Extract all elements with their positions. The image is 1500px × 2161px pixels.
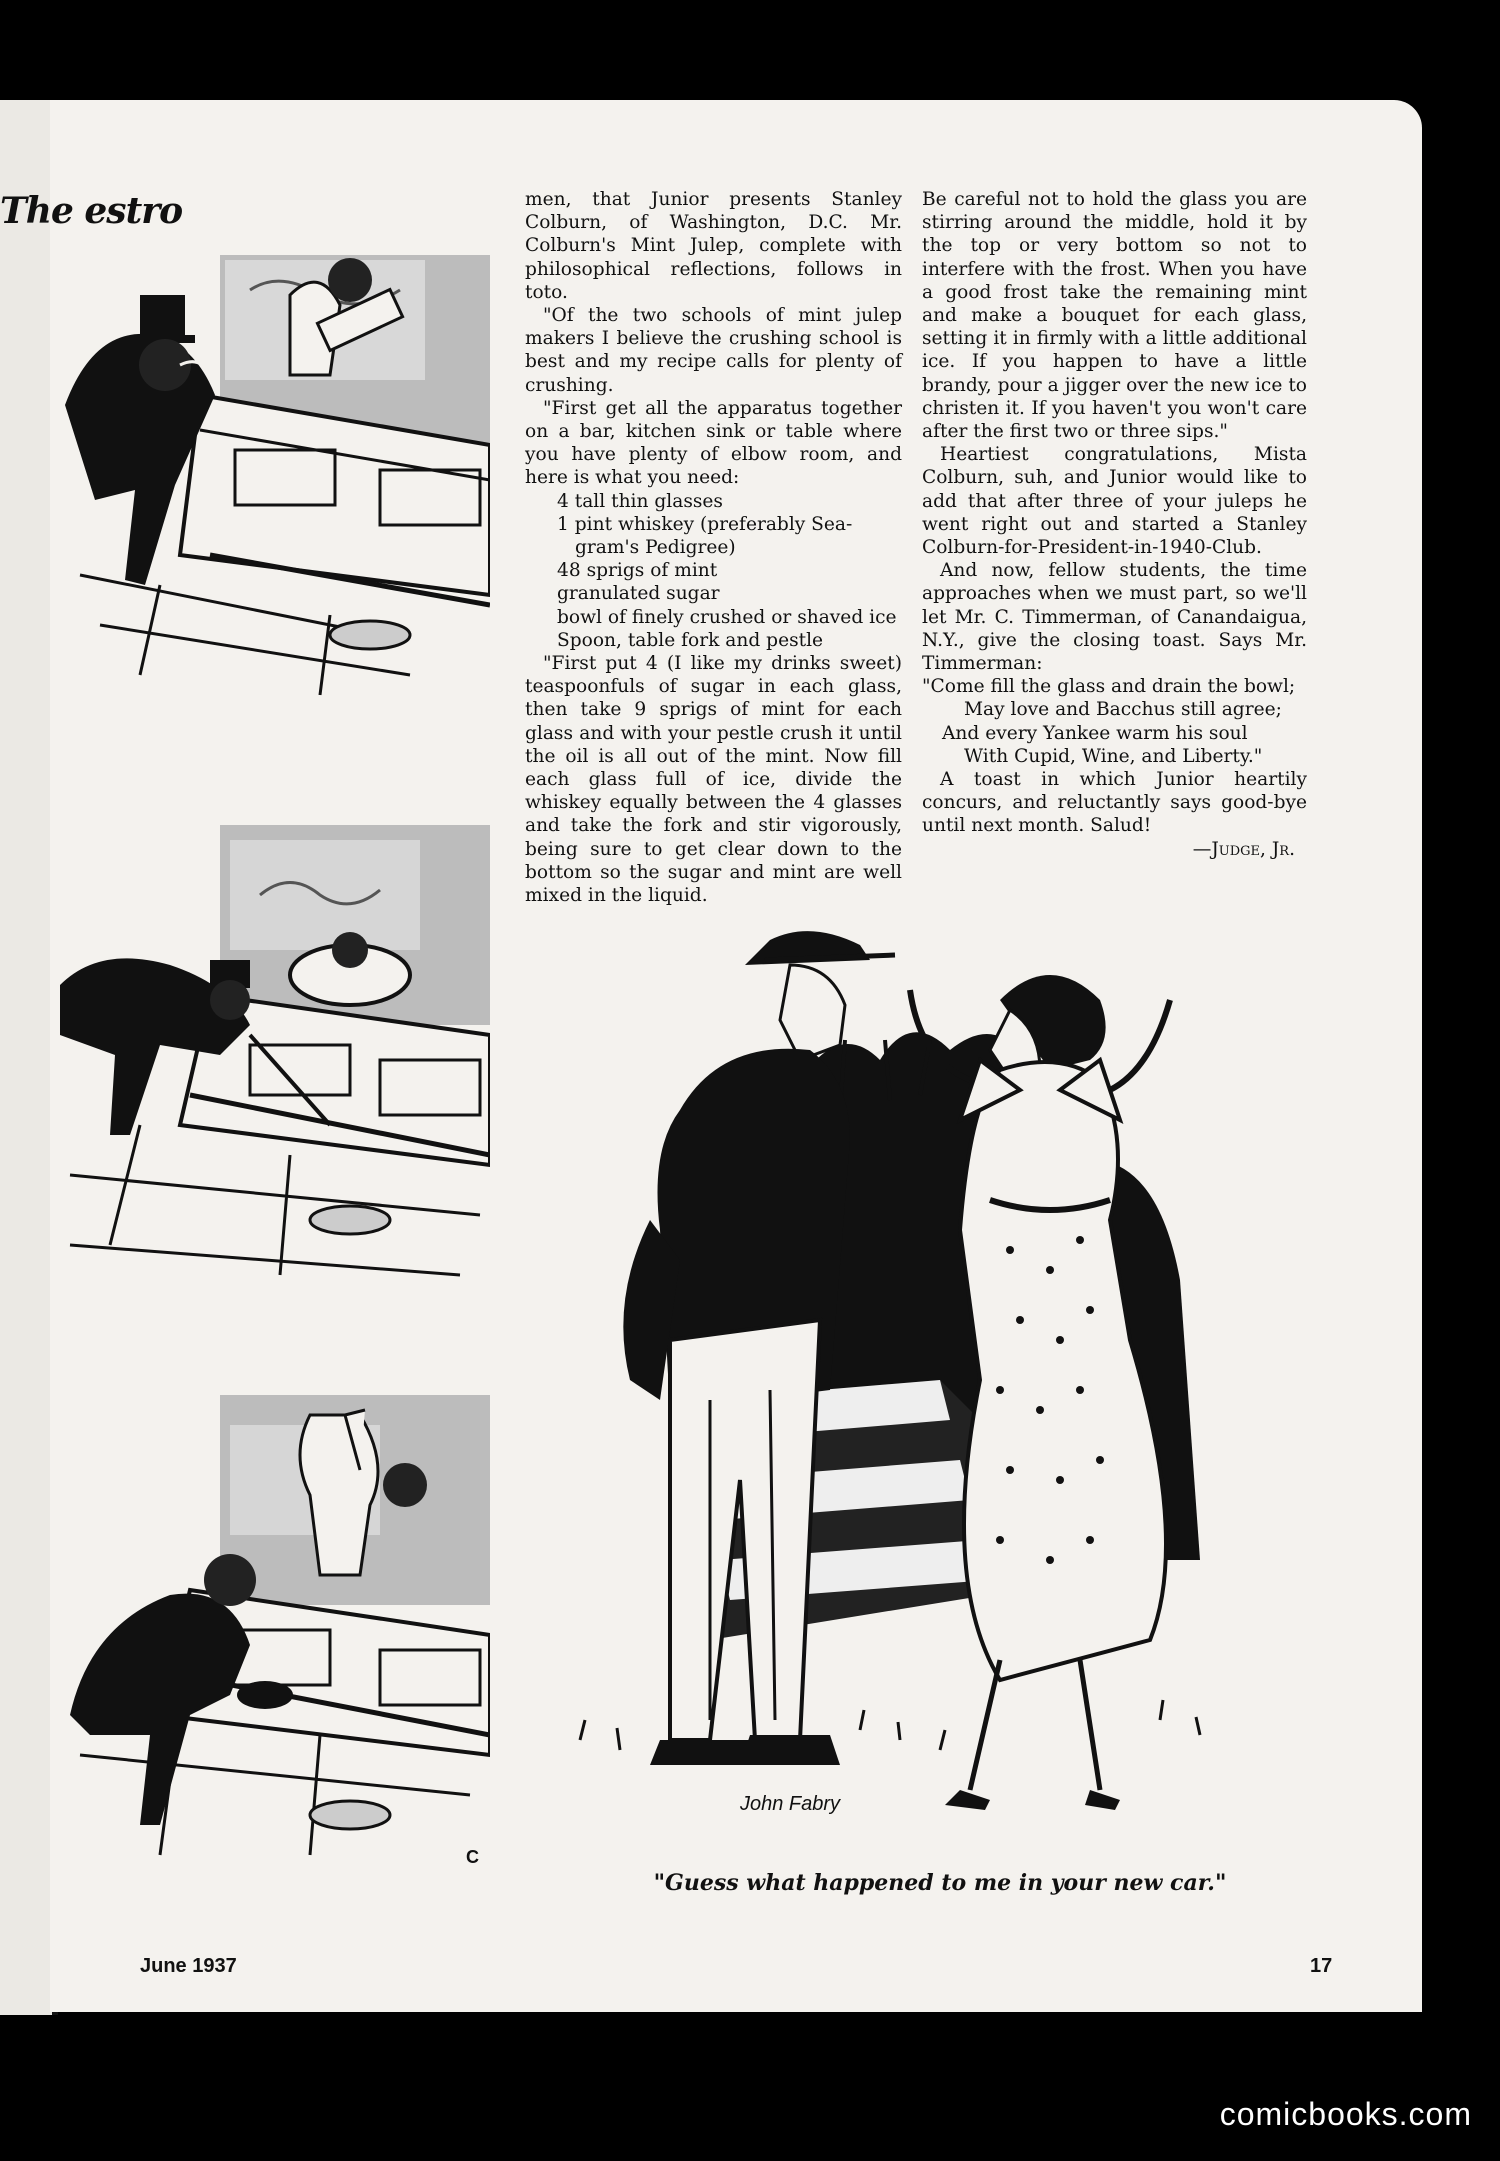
- poem-line: "Come fill the glass and drain the bowl;: [922, 676, 1296, 698]
- page-number: 17: [1310, 1955, 1333, 1977]
- strip-panel-2: [60, 825, 490, 1275]
- signature: —Judge, Jr.: [1192, 838, 1295, 860]
- list-item: 48 sprigs of mint: [557, 560, 718, 582]
- paragraph: men, that Junior presents Stanley Colburn, of Washington, D.C. Mr. Colburn's Mint Julep, complete with philosophical reflections, follows in toto.: [525, 189, 902, 303]
- paragraph: Heartiest congratulations, Mista Colburn, suh, and Junior would like to add that after three of your juleps he went right out and started a Stanley Colburn-for-President-in-1940-Club.: [922, 444, 1307, 559]
- header-fragment: The estro: [0, 190, 183, 232]
- list-item: Spoon, table fork and pestle: [557, 629, 824, 651]
- paragraph: A toast in which Junior heartily concurs, and reluctantly says good-bye until next month. Salud!: [922, 769, 1307, 837]
- list-item: bowl of finely crushed or shaved ice: [557, 606, 897, 628]
- list-item: granulated sugar: [557, 583, 720, 605]
- artist-signature: John Fabry: [740, 1793, 841, 1815]
- poem-line: With Cupid, Wine, and Liberty.": [964, 745, 1263, 767]
- paragraph: "First get all the apparatus together on a bar, kitchen sink or table where you have plenty of elbow room, and here is what you need:: [525, 397, 902, 489]
- cartoon-illustration: [560, 920, 1320, 1860]
- toast-poem: [922, 675, 1307, 768]
- poem-line: May love and Bacchus still agree;: [964, 699, 1282, 721]
- paragraph: "First put 4 (I like my drinks sweet) teaspoonfuls of sugar in each glass, then take 9 sprigs of mint for each glass and with your pestle crush it until the oil is all out of the mint. Now fill each glass full of ice, divide the whiskey equally between the 4 glasses and take the fork and stir vigorously, being sure to get clear down to the bottom so the sugar and mint are well mixed in the liquid.: [525, 653, 902, 907]
- paragraph: Be careful not to hold the glass you are stirring around the middle, hold it by the top or very bottom so not to interfere with the frost. When you have a good frost take the remaining mint and make a bouquet for each glass, setting it in firmly with a little additional ice. If you happen to have a little brandy, pour a jigger over the new ice to christen it. If you haven't you won't care after the first two or three sips.": [922, 189, 1307, 443]
- paragraph: And now, fellow students, the time approaches when we must part, so we'll let Mr. C. Timmerman, of Canandaigua, N.Y., give the closing toast. Says Mr. Timmerman:: [922, 560, 1307, 675]
- paragraph: "Of the two schools of mint julep makers I believe the crushing school is best and my recipe calls for plenty of crushing.: [525, 305, 902, 396]
- article-column-middle: [525, 188, 902, 907]
- article-column-right: [922, 188, 1307, 861]
- list-item: gram's Pedigree): [575, 537, 736, 559]
- ingredient-list: [525, 490, 902, 652]
- list-item: 1 pint whiskey (preferably Sea-: [557, 513, 853, 535]
- strip-panel-3: [70, 1395, 490, 1867]
- list-item: 4 tall thin glasses: [557, 490, 723, 512]
- strip-mark: C: [466, 1847, 479, 1867]
- comic-strip: [60, 255, 490, 1905]
- cartoon-caption: "Guess what happened to me in your new car.": [653, 1870, 1227, 1896]
- poem-line: And every Yankee warm his soul: [942, 722, 1248, 744]
- footer-date: June 1937: [140, 1955, 237, 1977]
- strip-panel-1: [65, 255, 490, 695]
- watermark: comicbooks.com: [1219, 2096, 1472, 2132]
